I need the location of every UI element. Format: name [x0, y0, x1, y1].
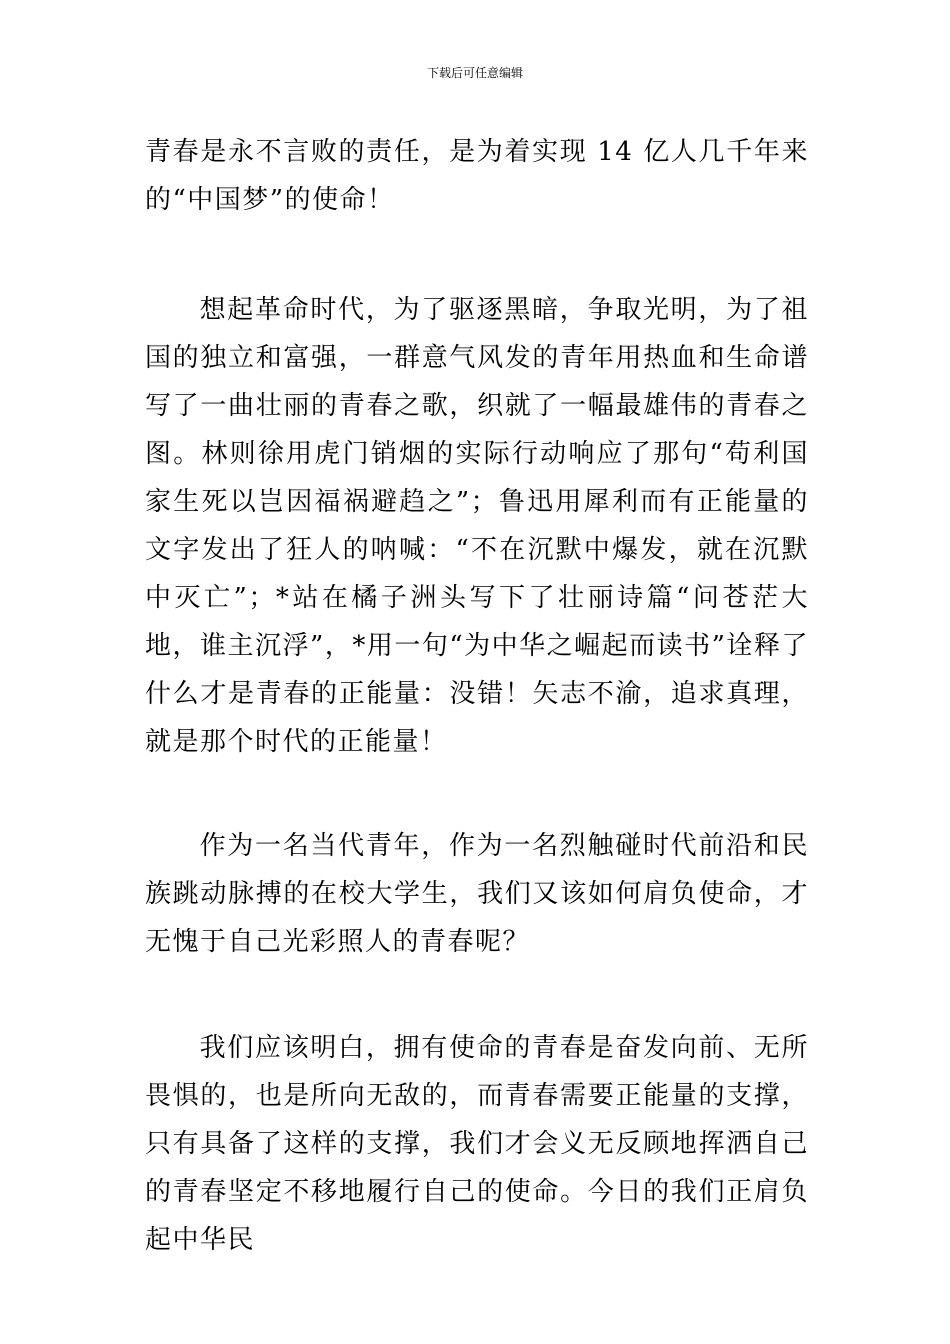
page-header: 下载后可任意编辑	[426, 66, 523, 80]
paragraph-2: 想起革命时代，为了驱逐黑暗，争取光明，为了祖国的独立和富强，一群意气风发的青年用热血和生命谱写了一曲壮丽的青春之歌，织就了一幅最雄伟的青春之图。林则徐用虎门销烟的实际行动响应了那句“苟利国家生死以岂因福祸避趋之”；鲁迅用犀利而有正能量的文字发出了狂人的呐喊：“不在沉默中爆发，就在沉默中灭亡”；*站在橘子洲头写下了壮丽诗篇“问苍茫大地，谁主沉浮”，*用一句“为中华之崛起而读书”诠释了什么才是青春的正能量：没错！矢志不渝，追求真理，就是那个时代的正能量！	[145, 295, 809, 757]
paragraph-3: 作为一名当代青年，作为一名烈触碰时代前沿和民族跳动脉搏的在校大学生，我们又该如何肩负使命，才无愧于自己光彩照人的青春呢？	[145, 831, 809, 957]
paragraph-4: 我们应该明白，拥有使命的青春是奋发向前、无所畏惧的，也是所向无敌的，而青春需要正能量的支撑，只有具备了这样的支撑，我们才会义无反顾地挥洒自己的青春坚定不移地履行自己的使命。今日的我们正肩负起中华民	[145, 1033, 809, 1255]
document-body	[145, 128, 809, 1264]
paragraph-1: 青春是永不言败的责任，是为着实现 14 亿人几千年来的“中国梦”的使命！	[145, 137, 809, 215]
